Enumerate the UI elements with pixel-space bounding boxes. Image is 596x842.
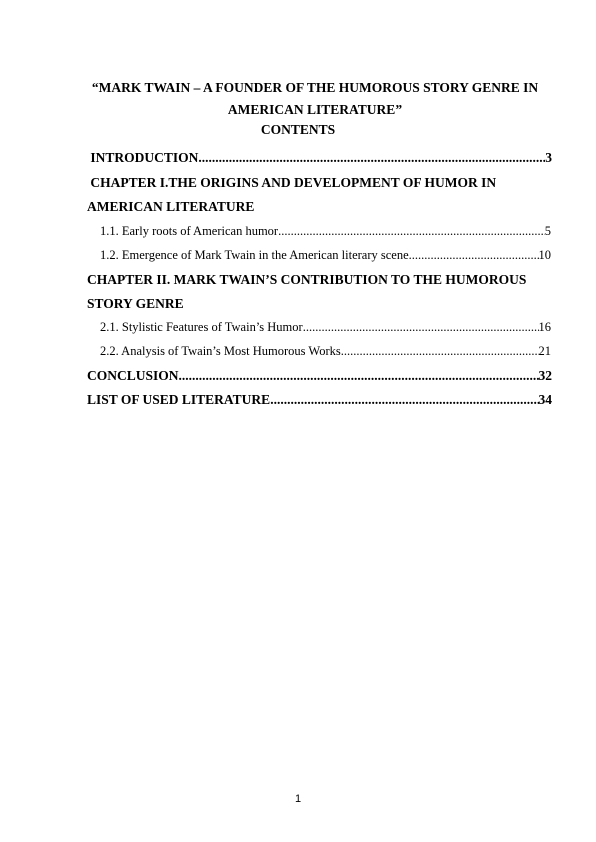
toc-label: 1.1. Early roots of American humor — [100, 224, 279, 238]
document-title-line-1: “MARK TWAIN – A FOUNDER OF THE HUMOROUS STORY GENRE IN — [91, 80, 539, 95]
toc-chapter-1-line-1: CHAPTER I.THE ORIGINS AND DEVELOPMENT OF HUMOR IN — [87, 175, 497, 190]
toc-label: INTRODUCTION — [87, 150, 199, 165]
toc-page-number: 16 — [538, 320, 551, 334]
toc-page-number: 10 — [538, 248, 551, 262]
toc-entry-literature — [87, 392, 552, 408]
contents-heading: CONTENTS — [260, 122, 336, 137]
toc-entry-2-2 — [100, 344, 551, 359]
toc-chapter-2-line-2: STORY GENRE — [87, 296, 184, 311]
toc-label: CONCLUSION — [87, 368, 179, 383]
toc-label: 2.1. Stylistic Features of Twain’s Humor — [100, 320, 303, 334]
dot-leader — [278, 224, 545, 239]
toc-page-number: 3 — [545, 150, 552, 165]
document-title-line-2: AMERICAN LITERATURE” — [227, 102, 403, 117]
toc-page-number: 21 — [538, 344, 551, 358]
toc-page-number: 32 — [538, 368, 552, 383]
dot-leader — [409, 248, 539, 263]
toc-label: LIST OF USED LITERATURE — [87, 392, 271, 407]
dot-leader — [179, 368, 539, 384]
toc-label: 2.2. Analysis of Twain’s Most Humorous Works — [100, 344, 341, 358]
dot-leader — [303, 320, 539, 335]
toc-entry-2-1 — [100, 320, 551, 335]
toc-entry-1-1 — [100, 224, 551, 239]
toc-entry-introduction — [87, 150, 552, 166]
toc-entry-conclusion — [87, 368, 552, 384]
toc-label: 1.2. Emergence of Mark Twain in the American literary scene — [100, 248, 409, 262]
toc-entry-1-2 — [100, 248, 551, 263]
toc-chapter-2-line-1: CHAPTER II. MARK TWAIN’S CONTRIBUTION TO THE HUMOROUS — [87, 272, 527, 287]
page-number: 1 — [294, 793, 302, 805]
toc-page-number: 34 — [538, 392, 552, 407]
toc-page-number: 5 — [544, 224, 551, 238]
dot-leader — [270, 392, 538, 408]
toc-chapter-1-line-2: AMERICAN LITERATURE — [87, 199, 255, 214]
dot-leader — [341, 344, 539, 359]
dot-leader — [198, 150, 545, 166]
